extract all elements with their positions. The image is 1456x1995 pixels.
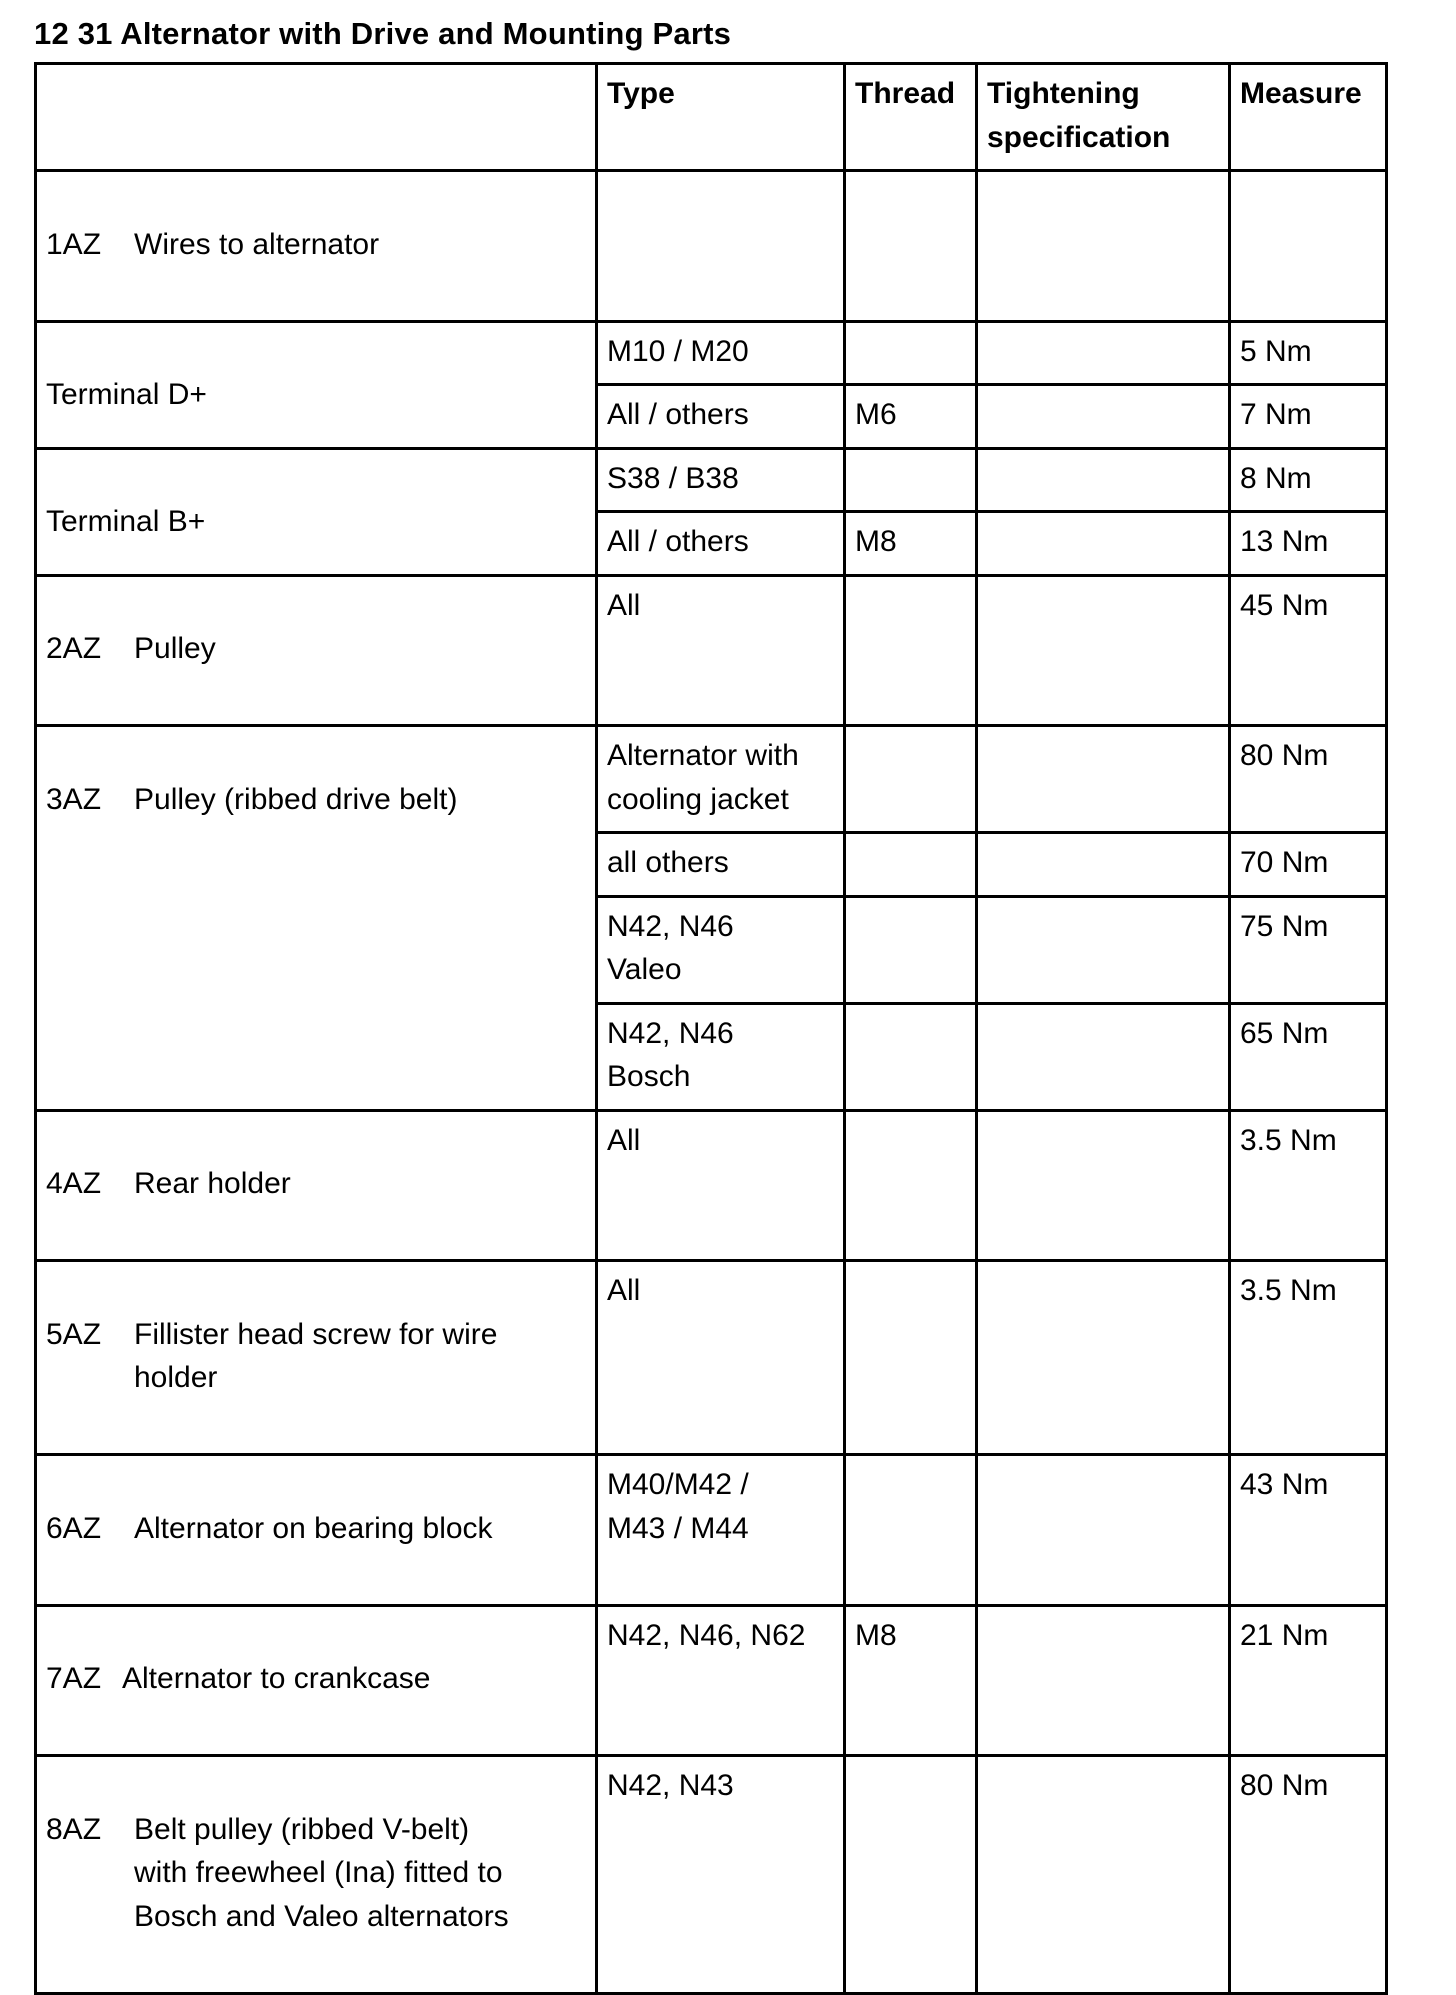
cell-type: M40/M42 / M43 / M44 (597, 1455, 845, 1606)
cell-measure: 3.5 Nm (1230, 1110, 1387, 1261)
cell-tightening (977, 833, 1230, 897)
item-text: Belt pulley (ribbed V-belt) with freewheel (Ina) fitted to Bosch and Valeo alternators (134, 1812, 509, 1933)
cell-type: N42, N46, N62 (597, 1605, 845, 1756)
table-row (36, 1110, 1387, 1261)
cell-measure: 7 Nm (1230, 385, 1387, 449)
cell-measure: 43 Nm (1230, 1455, 1387, 1606)
table-header-row (36, 64, 1387, 171)
cell-item (36, 171, 597, 322)
cell-thread (845, 321, 977, 385)
cell-tightening (977, 1455, 1230, 1606)
table-row (36, 171, 1387, 322)
cell-item (36, 1455, 597, 1606)
cell-tightening (977, 1756, 1230, 1994)
cell-measure: 70 Nm (1230, 833, 1387, 897)
cell-tightening (977, 321, 1230, 385)
cell-item (36, 726, 597, 1111)
item-code: 5AZ (46, 1317, 102, 1351)
cell-measure: 3.5 Nm (1230, 1261, 1387, 1455)
cell-thread: M8 (845, 512, 977, 576)
cell-thread (845, 1110, 977, 1261)
cell-thread (845, 726, 977, 833)
cell-thread: M8 (845, 1605, 977, 1756)
cell-thread (845, 1261, 977, 1455)
cell-tightening (977, 1110, 1230, 1261)
cell-item (36, 321, 597, 448)
cell-item (36, 448, 597, 575)
cell-measure: 21 Nm (1230, 1605, 1387, 1756)
cell-type: N42, N43 (597, 1756, 845, 1994)
item-text: Terminal D+ (46, 378, 207, 411)
cell-thread (845, 448, 977, 512)
cell-thread (845, 896, 977, 1003)
table-row (36, 575, 1387, 726)
item-code: 2AZ (46, 632, 102, 665)
cell-type: All (597, 575, 845, 726)
cell-type: M10 / M20 (597, 321, 845, 385)
cell-measure (1230, 171, 1387, 322)
header-tightening: Tightening specification (977, 64, 1230, 171)
item-code: 6AZ (46, 1511, 102, 1545)
table-row (36, 1261, 1387, 1455)
cell-measure: 80 Nm (1230, 726, 1387, 833)
item-code: 8AZ (46, 1812, 102, 1846)
torque-spec-table (34, 62, 1388, 1995)
cell-type: Alternator with cooling jacket (597, 726, 845, 833)
cell-tightening (977, 1261, 1230, 1455)
cell-thread (845, 575, 977, 726)
item-text: Pulley (134, 632, 216, 665)
cell-type: N42, N46 Bosch (597, 1003, 845, 1110)
item-code: 1AZ (46, 227, 102, 261)
table-row (36, 726, 1387, 833)
cell-measure: 65 Nm (1230, 1003, 1387, 1110)
cell-tightening (977, 171, 1230, 322)
table-row (36, 1455, 1387, 1606)
cell-tightening (977, 448, 1230, 512)
cell-thread (845, 1003, 977, 1110)
item-code: 7AZ (46, 1662, 102, 1695)
cell-measure: 8 Nm (1230, 448, 1387, 512)
cell-tightening (977, 896, 1230, 1003)
table-row (36, 321, 1387, 385)
cell-thread (845, 171, 977, 322)
cell-thread (845, 1455, 977, 1606)
item-code: 3AZ (46, 782, 102, 816)
item-text: Rear holder (134, 1167, 291, 1200)
cell-measure: 45 Nm (1230, 575, 1387, 726)
cell-measure: 75 Nm (1230, 896, 1387, 1003)
cell-tightening (977, 575, 1230, 726)
cell-thread (845, 1756, 977, 1994)
cell-type: N42, N46 Valeo (597, 896, 845, 1003)
cell-item (36, 1756, 597, 1994)
item-text: Pulley (ribbed drive belt) (134, 782, 458, 816)
table-row (36, 1605, 1387, 1756)
header-measure: Measure (1230, 64, 1387, 171)
cell-tightening (977, 512, 1230, 576)
cell-thread (845, 833, 977, 897)
header-type: Type (597, 64, 845, 171)
item-code: 4AZ (46, 1167, 102, 1200)
cell-item (36, 575, 597, 726)
cell-type: All / others (597, 512, 845, 576)
cell-type (597, 171, 845, 322)
item-text: Fillister head screw for wire holder (134, 1317, 498, 1394)
cell-type: S38 / B38 (597, 448, 845, 512)
header-thread: Thread (845, 64, 977, 171)
cell-type: All / others (597, 385, 845, 449)
item-text: Alternator to crankcase (122, 1662, 431, 1695)
cell-tightening (977, 726, 1230, 833)
cell-measure: 5 Nm (1230, 321, 1387, 385)
cell-tightening (977, 385, 1230, 449)
cell-measure: 80 Nm (1230, 1756, 1387, 1994)
cell-tightening (977, 1605, 1230, 1756)
table-row (36, 1756, 1387, 1994)
cell-type: all others (597, 833, 845, 897)
cell-thread: M6 (845, 385, 977, 449)
item-text: Alternator on bearing block (134, 1511, 493, 1545)
cell-measure: 13 Nm (1230, 512, 1387, 576)
cell-type: All (597, 1261, 845, 1455)
table-row (36, 448, 1387, 512)
item-text: Terminal B+ (46, 505, 206, 538)
cell-tightening (977, 1003, 1230, 1110)
page-title: 12 31 Alternator with Drive and Mounting Parts (34, 16, 732, 51)
cell-item (36, 1261, 597, 1455)
cell-item (36, 1110, 597, 1261)
cell-type: All (597, 1110, 845, 1261)
item-text: Wires to alternator (134, 227, 380, 261)
cell-item (36, 1605, 597, 1756)
header-item (36, 64, 597, 171)
